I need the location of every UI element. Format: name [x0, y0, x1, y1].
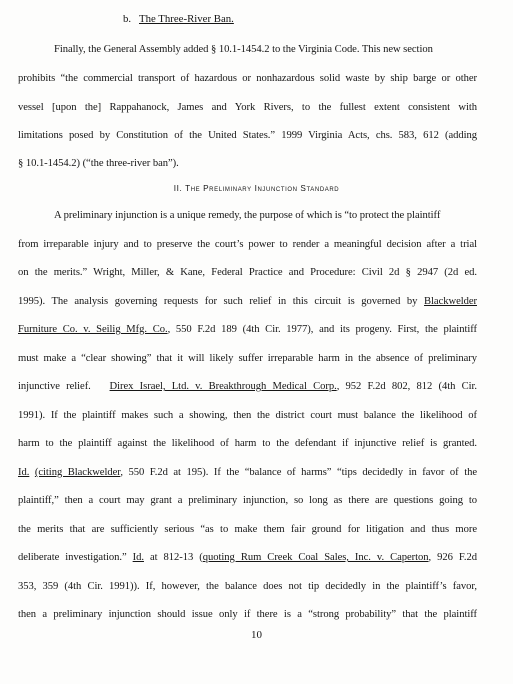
para1-line-3: vessel [upon the] Rappahanock, James and York Rivers, to the fullest extent consistent with: [18, 102, 477, 113]
citation-rum-creek: quoting Rum Creek Coal Sales, Inc. v. Caperton: [202, 552, 429, 563]
page-number: 10: [251, 629, 262, 641]
para2-line-1: A preliminary injunction is a unique remedy, the purpose of which is “to protect the plaintiff: [54, 210, 441, 221]
section-ii-heading: II. The Preliminary Injunction Standard: [173, 184, 340, 193]
para2-line-6: must make a “clear showing” that it will likely suffer irreparable harm in the absence of preliminary: [18, 353, 477, 364]
para2-line-15: then a preliminary injunction should issue only if there is a “strong probability” that the plaintiff: [18, 609, 477, 620]
para2-line-14: 353, 359 (4th Cir. 1991)). If, however, the balance does not tip decidedly in the plaintiff’s favor,: [18, 581, 477, 592]
citation-id: Id.: [18, 467, 30, 478]
para2-line-7-text: injunctive relief.: [18, 381, 91, 392]
para2-line-11: plaintiff,” then a court may grant a preliminary injunction, so long as there are questions going to: [18, 495, 477, 506]
para1-line-5: § 10.1-1454.2) (“the three-river ban”).: [18, 158, 179, 169]
section-b-title: The Three-River Ban.: [139, 13, 234, 25]
para2-line-7: [18, 380, 477, 394]
para2-line-3: on the merits.” Wright, Miller, & Kane, Federal Practice and Procedure: Civil 2d § 2947 (2d ed.: [18, 267, 477, 278]
citation-direx: Direx Israel, Ltd. v. Breakthrough Medical Corp.: [109, 381, 337, 392]
citation-blackwelder: Blackwelder: [424, 296, 477, 307]
para2-line-2: from irreparable injury and to preserve the court’s power to render a meaningful decision after a trial: [18, 239, 477, 250]
para1-line-2: prohibits “the commercial transport of hazardous or nonhazardous solid waste by ship barge or other: [18, 73, 477, 84]
section-b-letter: b.: [123, 13, 132, 25]
para2-line-8: 1991). If the plaintiff makes such a showing, then the district court must balance the likelihood of: [18, 410, 477, 421]
para2-line-10-text: , 550 F.2d at 195). If the “balance of harms” “tips decidedly in favor of the: [120, 467, 478, 478]
para2-line-4: [18, 295, 477, 309]
para2-line-13-text: deliberate investigation.”: [18, 552, 127, 563]
citation-blackwelder-cont: Furniture Co. v. Seilig Mfg. Co.: [18, 324, 168, 335]
citation-id-2: Id.: [132, 552, 144, 563]
para2-line-13-mid: at 812-13 (: [143, 552, 203, 563]
section-b-heading: [123, 12, 234, 26]
para1-line-1: Finally, the General Assembly added § 10.1-1454.2 to the Virginia Code. This new section: [54, 44, 433, 55]
para2-line-12: the merits that are sufficiently serious “as to make them fair ground for litigation and thus more: [18, 524, 477, 535]
citation-citing-blackwelder: (citing Blackwelder: [34, 467, 121, 478]
para2-line-4-text: 1995). The analysis governing requests for such relief in this circuit is governed by: [18, 296, 418, 307]
para1-line-4: limitations posed by Constitution of the United States.” 1999 Virginia Acts, chs. 583, 612 (adding: [18, 130, 477, 141]
para2-line-13-tail: , 926 F.2d: [428, 552, 478, 563]
para2-line-13: [18, 551, 477, 565]
para2-line-5: [18, 323, 477, 337]
para2-line-5-text: , 550 F.2d 189 (4th Cir. 1977), and its progeny. First, the plaintiff: [167, 324, 477, 335]
para2-line-10: [18, 466, 477, 480]
para2-line-9: harm to the plaintiff against the likelihood of harm to the defendant if injunctive relief is granted.: [18, 438, 477, 449]
para2-line-7-tail: , 952 F.2d 802, 812 (4th Cir.: [336, 381, 478, 392]
